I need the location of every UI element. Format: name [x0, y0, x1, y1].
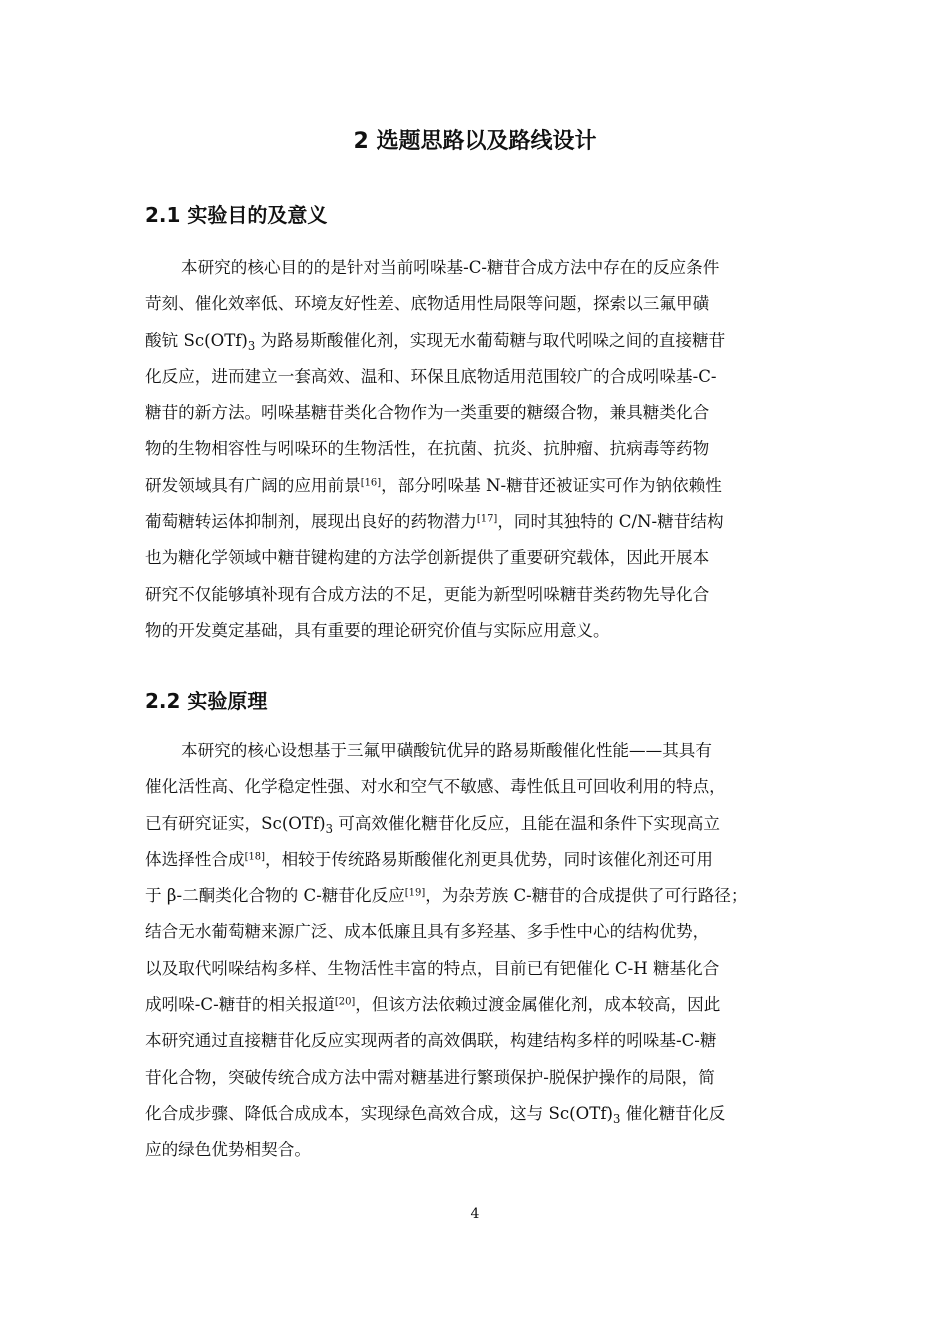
text-line: 催化活性高、化学稳定性强、对水和空气不敏感、毒性低且可回收利用的特点， [145, 777, 726, 797]
subscript: 3 [325, 821, 333, 836]
text-line: 化合成步骤、降低合成成本，实现绿色高效合成，这与 $Sc(OTf)_3$ 催化糖苷化反 [145, 1103, 726, 1127]
text-line: 酸钪 $Sc(OTf)_3$ 为路易斯酸催化剂，实现无水葡萄糖与取代吲哚之间的直接糖苷 [145, 330, 726, 353]
text-line: 已有研究证实，$Sc(OTf)_3$ 可高效催化糖苷化反应，且能在温和条件下实现高立 [145, 813, 720, 836]
text-line: 本研究通过直接糖苷化反应实现两者的高效偶联，构建结构多样的吲哚基-C-糖 [145, 1031, 717, 1051]
subscript: 3 [612, 1112, 621, 1127]
paragraph-purpose [145, 250, 813, 649]
citation: [17] [476, 513, 498, 525]
text-line: 物的生物相容性与吲哚环的生物活性，在抗菌、抗炎、抗肿瘤、抗病毒等药物 [145, 439, 710, 459]
paragraph-principle [145, 733, 813, 1169]
text-line: 苷化合物，突破传统合成方法中需对糖基进行繁琐保护-脱保护操作的局限，简 [145, 1067, 715, 1087]
text-line: 体选择性合成[18]，相较于传统路易斯酸催化剂更具优势，同时该催化剂还可用 [145, 849, 714, 869]
text-line: 结合无水葡萄糖来源广泛、成本低廉且具有多羟基、多手性中心的结构优势， [145, 922, 710, 942]
page-number: 4 [470, 1206, 480, 1222]
text-line: 本研究的核心设想基于三氟甲磺酸钪优异的路易斯酸催化性能——其具有 [181, 741, 712, 760]
text-line: 以及取代吲哚结构多样、生物活性丰富的特点，目前已有钯催化 C-H 糖基化合 [145, 958, 720, 978]
citation: [19] [404, 887, 426, 899]
text-line: 研究不仅能够填补现有合成方法的不足，更能为新型吲哚糖苷类药物先导化合 [145, 584, 710, 604]
text-line: 也为糖化学领域中糖苷键构建的方法学创新提供了重要研究载体，因此开展本 [145, 548, 710, 568]
text-line: 葡萄糖转运体抑制剂，展现出良好的药物潜力[17]，同时其独特的 C/N-糖苷结构 [145, 512, 724, 532]
subscript: 3 [247, 338, 256, 353]
text-line: 研发领域具有广阔的应用前景[16]，部分吲哚基 N-糖苷还被证实可作为钠依赖性 [145, 475, 722, 495]
text-line: 物的开发奠定基础，具有重要的理论研究价值与实际应用意义。 [145, 620, 610, 640]
section-title-2-1: 2.1 实验目的及意义 [145, 203, 328, 227]
citation: [18] [244, 851, 265, 863]
text-line: 应的绿色优势相契合。 [145, 1140, 311, 1160]
citation: [16] [360, 477, 382, 489]
text-line: 糖苷的新方法。吲哚基糖苷类化合物作为一类重要的糖缀合物，兼具糖类化合 [145, 403, 710, 423]
citation: [20] [334, 996, 356, 1008]
text-line: 于 β-二酮类化合物的 C-糖苷化反应[19]，为杂芳族 C-糖苷的合成提供了可行路径； [145, 886, 748, 906]
text-line: 化反应，进而建立一套高效、温和、环保且底物适用范围较广的合成吲哚基-C- [145, 366, 717, 386]
text-line: 成吲哚-C-糖苷的相关报道[20]，但该方法依赖过渡金属催化剂，成本较高，因此 [145, 995, 721, 1015]
text-line: 本研究的核心目的的是针对当前吲哚基-C-糖苷合成方法中存在的反应条件 [181, 258, 720, 277]
section-title-2-2: 2.2 实验原理 [145, 689, 268, 713]
chapter-title: 2 选题思路以及路线设计 [353, 129, 597, 154]
text-line: 苛刻、催化效率低、环境友好性差、底物适用性局限等问题，探索以三氟甲磺 [145, 294, 710, 314]
